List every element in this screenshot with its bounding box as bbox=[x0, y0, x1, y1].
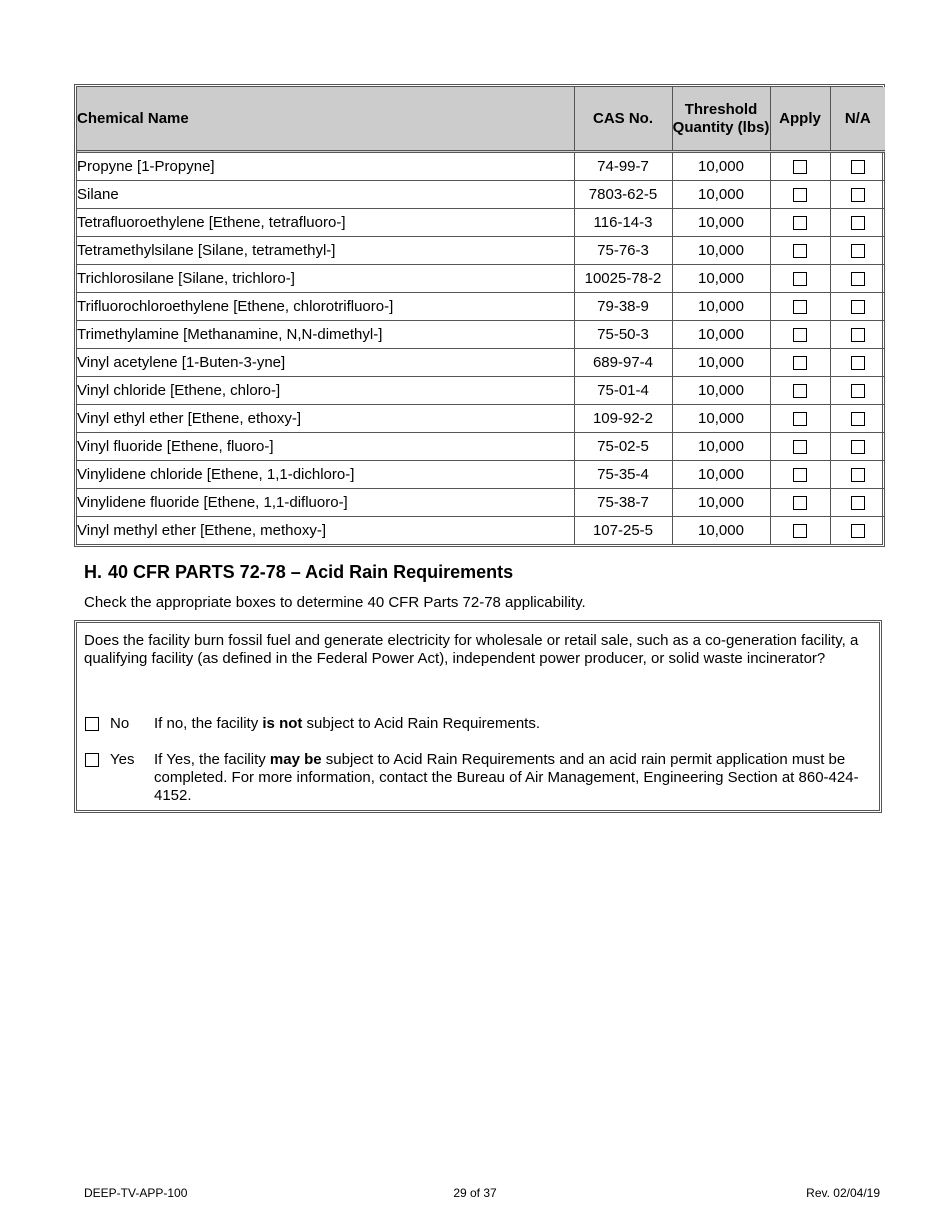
na-checkbox[interactable] bbox=[851, 328, 865, 342]
na-cell bbox=[830, 181, 885, 209]
cas-number: 74-99-7 bbox=[574, 152, 672, 181]
apply-checkbox[interactable] bbox=[793, 272, 807, 286]
table-row bbox=[77, 293, 885, 321]
threshold-quantity: 10,000 bbox=[672, 237, 770, 265]
table-row bbox=[77, 181, 885, 209]
section-h-heading: 40 CFR PARTS 72-78 – Acid Rain Requirements bbox=[108, 562, 514, 582]
apply-checkbox[interactable] bbox=[793, 468, 807, 482]
apply-cell bbox=[770, 181, 830, 209]
cas-number: 75-01-4 bbox=[574, 377, 672, 405]
table-row bbox=[77, 237, 885, 265]
chemical-table bbox=[77, 87, 885, 544]
cas-number: 107-25-5 bbox=[574, 517, 672, 545]
table-row bbox=[77, 265, 885, 293]
cas-number: 75-38-7 bbox=[574, 489, 672, 517]
na-cell bbox=[830, 265, 885, 293]
option-yes bbox=[85, 751, 877, 805]
chemical-name: Vinyl acetylene [1-Buten-3-yne] bbox=[77, 349, 574, 377]
threshold-quantity: 10,000 bbox=[672, 433, 770, 461]
apply-checkbox[interactable] bbox=[793, 216, 807, 230]
na-cell bbox=[830, 377, 885, 405]
apply-checkbox[interactable] bbox=[793, 496, 807, 510]
no-label: No bbox=[110, 715, 130, 732]
yes-checkbox[interactable] bbox=[85, 753, 99, 767]
chemical-name: Vinylidene fluoride [Ethene, 1,1-difluoro-] bbox=[77, 489, 574, 517]
na-checkbox[interactable] bbox=[851, 356, 865, 370]
threshold-quantity: 10,000 bbox=[672, 377, 770, 405]
apply-cell bbox=[770, 433, 830, 461]
na-checkbox[interactable] bbox=[851, 412, 865, 426]
table-row bbox=[77, 433, 885, 461]
chemical-name: Vinyl ethyl ether [Ethene, ethoxy-] bbox=[77, 405, 574, 433]
section-h-number: H. bbox=[84, 562, 102, 582]
apply-checkbox[interactable] bbox=[793, 160, 807, 174]
na-cell bbox=[830, 209, 885, 237]
chemical-name: Vinyl fluoride [Ethene, fluoro-] bbox=[77, 433, 574, 461]
acid-rain-question-box bbox=[74, 620, 882, 813]
header-na: N/A bbox=[830, 87, 885, 152]
apply-checkbox[interactable] bbox=[793, 356, 807, 370]
header-chemical-name: Chemical Name bbox=[77, 87, 574, 152]
apply-cell bbox=[770, 237, 830, 265]
apply-cell bbox=[770, 265, 830, 293]
yes-label: Yes bbox=[110, 751, 135, 768]
chemical-name: Trichlorosilane [Silane, trichloro-] bbox=[77, 265, 574, 293]
no-description: If no, the facility is not subject to Acid Rain Requirements. bbox=[154, 715, 541, 732]
apply-cell bbox=[770, 321, 830, 349]
threshold-quantity: 10,000 bbox=[672, 265, 770, 293]
na-checkbox[interactable] bbox=[851, 188, 865, 202]
apply-cell bbox=[770, 152, 830, 181]
cas-number: 7803-62-5 bbox=[574, 181, 672, 209]
na-cell bbox=[830, 321, 885, 349]
header-cas-no: CAS No. bbox=[574, 87, 672, 152]
table-row bbox=[77, 349, 885, 377]
apply-checkbox[interactable] bbox=[793, 244, 807, 258]
cas-number: 689-97-4 bbox=[574, 349, 672, 377]
acid-rain-question: Does the facility burn fossil fuel and generate electricity for wholesale or retail sale, such as a co-generation facility, a qualifying facility (as defined in the Federal Power Act), independent power producer, or solid waste incinerator? bbox=[84, 632, 859, 667]
apply-checkbox[interactable] bbox=[793, 440, 807, 454]
na-checkbox[interactable] bbox=[851, 300, 865, 314]
threshold-quantity: 10,000 bbox=[672, 152, 770, 181]
chemical-table-frame bbox=[74, 84, 885, 547]
apply-checkbox[interactable] bbox=[793, 328, 807, 342]
threshold-quantity: 10,000 bbox=[672, 461, 770, 489]
footer-form-id: DEEP-TV-APP-100 bbox=[84, 1186, 188, 1200]
apply-cell bbox=[770, 517, 830, 545]
footer-revision: Rev. 02/04/19 bbox=[806, 1186, 880, 1200]
na-cell bbox=[830, 237, 885, 265]
na-checkbox[interactable] bbox=[851, 440, 865, 454]
chemical-name: Tetrafluoroethylene [Ethene, tetrafluoro-] bbox=[77, 209, 574, 237]
table-row bbox=[77, 489, 885, 517]
table-row bbox=[77, 461, 885, 489]
apply-checkbox[interactable] bbox=[793, 524, 807, 538]
na-cell bbox=[830, 293, 885, 321]
header-apply: Apply bbox=[770, 87, 830, 152]
threshold-quantity: 10,000 bbox=[672, 349, 770, 377]
cas-number: 75-02-5 bbox=[574, 433, 672, 461]
section-h-intro: Check the appropriate boxes to determine 40 CFR Parts 72-78 applicability. bbox=[84, 594, 586, 611]
apply-cell bbox=[770, 377, 830, 405]
cas-number: 116-14-3 bbox=[574, 209, 672, 237]
chemical-name: Tetramethylsilane [Silane, tetramethyl-] bbox=[77, 237, 574, 265]
na-cell bbox=[830, 349, 885, 377]
table-row bbox=[77, 517, 885, 545]
na-cell bbox=[830, 489, 885, 517]
apply-cell bbox=[770, 489, 830, 517]
table-header-row bbox=[77, 87, 885, 152]
threshold-quantity: 10,000 bbox=[672, 489, 770, 517]
chemical-name: Trimethylamine [Methanamine, N,N-dimethyl-] bbox=[77, 321, 574, 349]
apply-cell bbox=[770, 209, 830, 237]
chemical-name: Vinyl chloride [Ethene, chloro-] bbox=[77, 377, 574, 405]
table-row bbox=[77, 321, 885, 349]
na-checkbox[interactable] bbox=[851, 244, 865, 258]
no-checkbox[interactable] bbox=[85, 717, 99, 731]
option-no bbox=[85, 715, 877, 733]
cas-number: 10025-78-2 bbox=[574, 265, 672, 293]
chemical-name: Silane bbox=[77, 181, 574, 209]
threshold-quantity: 10,000 bbox=[672, 181, 770, 209]
cas-number: 79-38-9 bbox=[574, 293, 672, 321]
na-checkbox[interactable] bbox=[851, 496, 865, 510]
threshold-quantity: 10,000 bbox=[672, 405, 770, 433]
table-row bbox=[77, 209, 885, 237]
yes-description: If Yes, the facility may be subject to Acid Rain Requirements and an acid rain permit application must be completed. For more information, contact the Bureau of Air Management, Engineering Section at 860-424-4152. bbox=[154, 751, 859, 804]
threshold-quantity: 10,000 bbox=[672, 517, 770, 545]
na-cell bbox=[830, 461, 885, 489]
apply-checkbox[interactable] bbox=[793, 188, 807, 202]
na-cell bbox=[830, 152, 885, 181]
na-checkbox[interactable] bbox=[851, 216, 865, 230]
cas-number: 75-76-3 bbox=[574, 237, 672, 265]
na-cell bbox=[830, 433, 885, 461]
chemical-name: Propyne [1-Propyne] bbox=[77, 152, 574, 181]
apply-cell bbox=[770, 293, 830, 321]
chemical-name: Trifluorochloroethylene [Ethene, chlorotrifluoro-] bbox=[77, 293, 574, 321]
threshold-quantity: 10,000 bbox=[672, 293, 770, 321]
apply-cell bbox=[770, 461, 830, 489]
cas-number: 75-50-3 bbox=[574, 321, 672, 349]
apply-checkbox[interactable] bbox=[793, 384, 807, 398]
header-threshold-quantity: Threshold Quantity (lbs) bbox=[672, 87, 770, 152]
na-checkbox[interactable] bbox=[851, 384, 865, 398]
na-checkbox[interactable] bbox=[851, 524, 865, 538]
na-checkbox[interactable] bbox=[851, 272, 865, 286]
cas-number: 109-92-2 bbox=[574, 405, 672, 433]
na-checkbox[interactable] bbox=[851, 468, 865, 482]
na-cell bbox=[830, 517, 885, 545]
footer-page-number: 29 of 37 bbox=[453, 1186, 497, 1200]
table-row bbox=[77, 152, 885, 181]
cas-number: 75-35-4 bbox=[574, 461, 672, 489]
section-h-title bbox=[84, 562, 513, 583]
table-row bbox=[77, 405, 885, 433]
chemical-name: Vinylidene chloride [Ethene, 1,1-dichloro-] bbox=[77, 461, 574, 489]
chemical-name: Vinyl methyl ether [Ethene, methoxy-] bbox=[77, 517, 574, 545]
apply-checkbox[interactable] bbox=[793, 412, 807, 426]
apply-checkbox[interactable] bbox=[793, 300, 807, 314]
apply-cell bbox=[770, 349, 830, 377]
threshold-quantity: 10,000 bbox=[672, 321, 770, 349]
chemical-table-body bbox=[77, 152, 885, 545]
na-checkbox[interactable] bbox=[851, 160, 865, 174]
apply-cell bbox=[770, 405, 830, 433]
table-row bbox=[77, 377, 885, 405]
na-cell bbox=[830, 405, 885, 433]
threshold-quantity: 10,000 bbox=[672, 209, 770, 237]
